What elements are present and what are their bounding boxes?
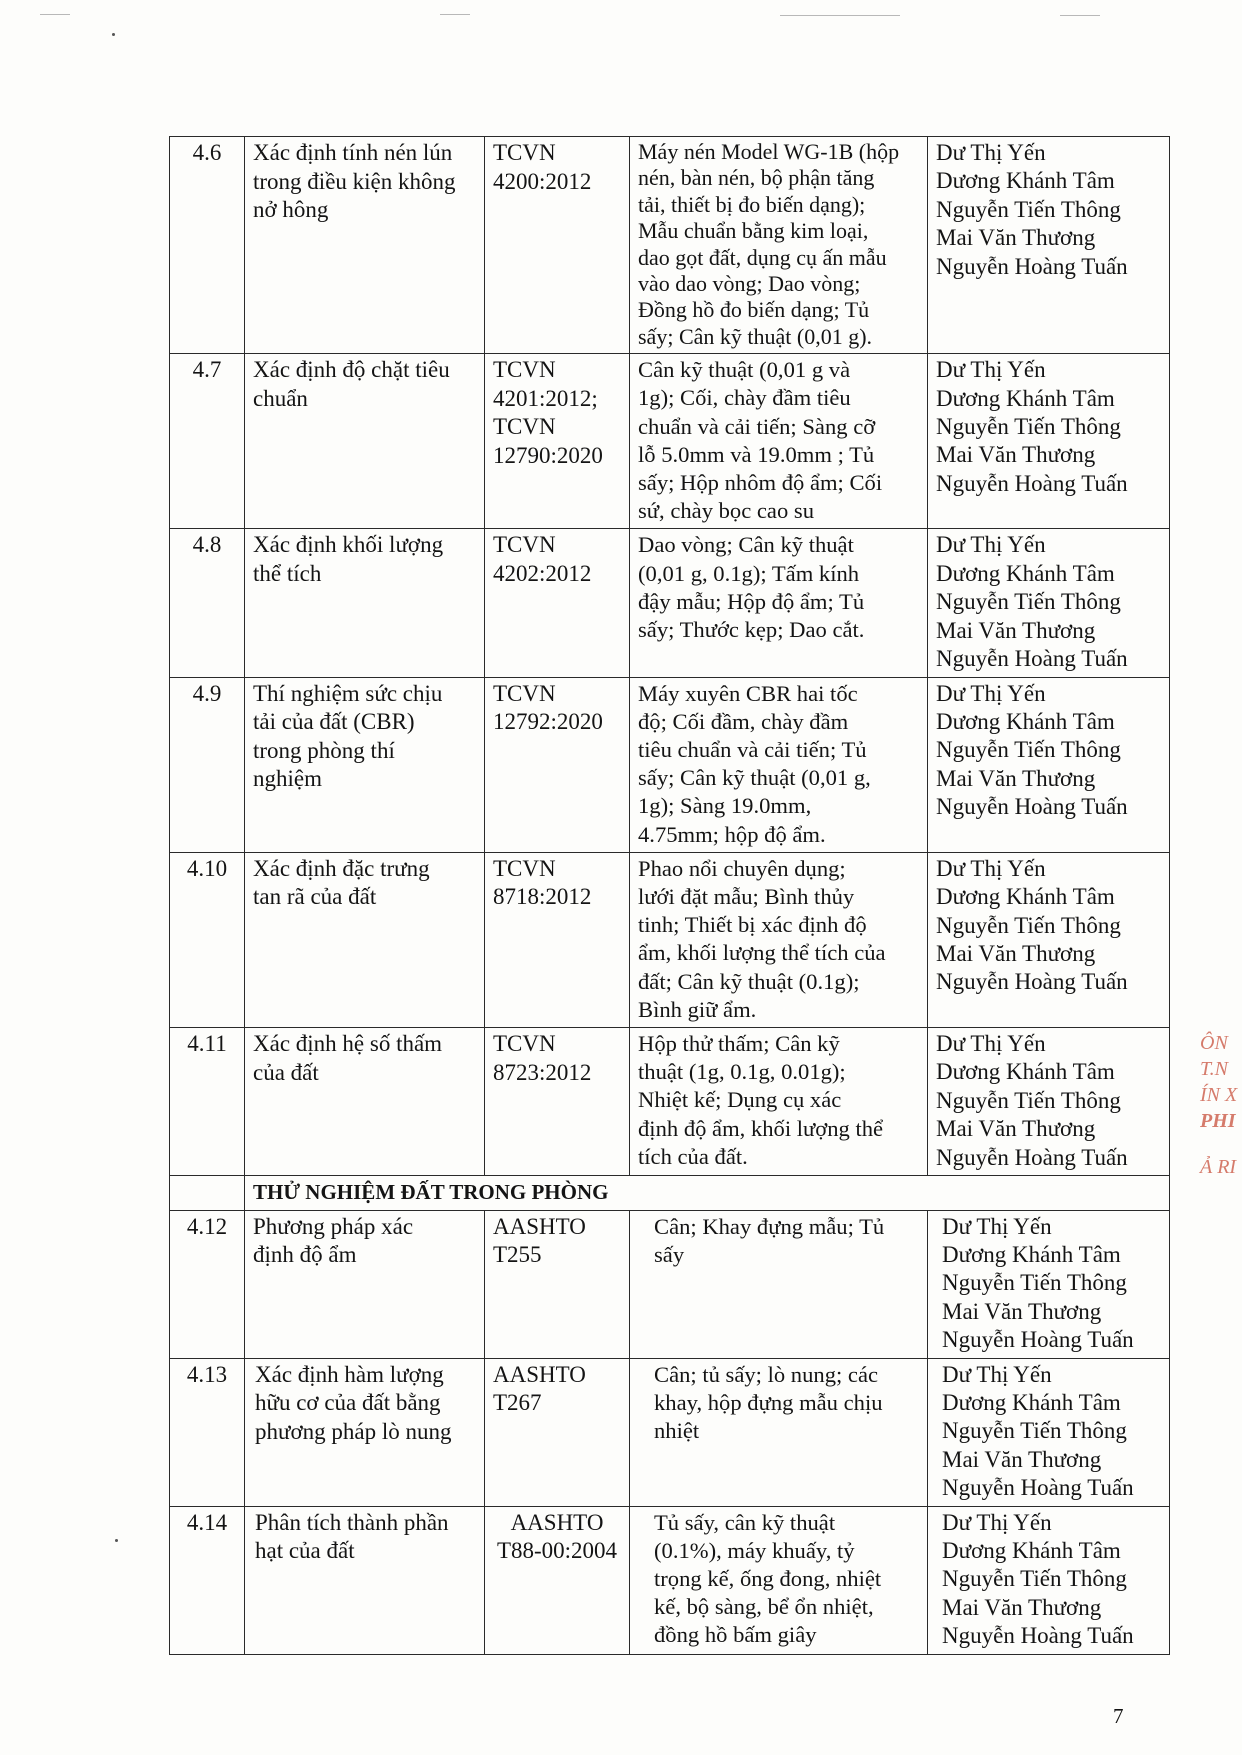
equipment-line: sấy; Hộp nhôm độ ẩm; Cối [638,470,883,496]
staff-name: Dương Khánh Tâm [942,1390,1121,1415]
row-number: 4.14 [170,1506,245,1654]
table-row [170,1506,1170,1654]
staff-name: Nguyễn Tiến Thông [936,737,1121,763]
section-row [170,1175,1170,1210]
staff-name: Mai Văn Thương [936,442,1096,468]
staff-cell [928,1210,1170,1358]
method-line: hữu cơ của đất bằng [255,1390,441,1416]
staff-name: Dư Thị Yến [936,357,1046,383]
staff-name: Dương Khánh Tâm [936,385,1115,411]
standard-line: 8718:2012 [493,884,592,910]
equipment-cell [630,529,928,677]
standard-line: T267 [493,1390,542,1416]
staff-name: Nguyễn Hoàng Tuấn [936,646,1128,672]
row-number: 4.7 [170,354,245,529]
method-line: hạt của đất [255,1538,355,1564]
row-number: 4.8 [170,529,245,677]
method-cell [245,1210,485,1358]
equipment-line: Cân; Khay đựng mẫu; Tủ [654,1213,885,1239]
staff-name: Nguyễn Hoàng Tuấn [942,1623,1134,1649]
staff-name: Mai Văn Thương [942,1594,1102,1620]
equipment-cell [630,852,928,1027]
staff-name: Dư Thị Yến [936,855,1046,881]
staff-name: Mai Văn Thương [936,765,1096,791]
equipment-cell [630,1027,928,1175]
equipment-line: vào dao vòng; Dao vòng; [638,271,861,297]
method-line: Phân tích thành phần [255,1509,449,1535]
section-title: THỬ NGHIỆM ĐẤT TRONG PHÒNG [245,1175,1170,1210]
equipment-line: chuẩn và cải tiến; Sàng cỡ [638,413,876,439]
section-blank-cell [170,1175,245,1210]
stamp-text: ÔN [1200,1032,1228,1054]
staff-name: Dương Khánh Tâm [936,1059,1115,1085]
staff-cell [928,137,1170,354]
staff-cell [928,677,1170,852]
equipment-line: khay, hộp đựng mẫu chịu [654,1389,883,1415]
standard-cell [485,1210,630,1358]
staff-name: Dương Khánh Tâm [942,1241,1121,1267]
equipment-line: định độ ẩm, khối lượng thể [638,1115,884,1141]
staff-name: Dư Thị Yến [936,140,1046,165]
staff-name: Nguyễn Hoàng Tuấn [936,969,1128,995]
scan-dot [115,1539,118,1542]
equipment-line: lưới đặt mẫu; Bình thủy [638,883,855,909]
staff-name: Nguyễn Hoàng Tuấn [936,1144,1128,1170]
staff-cell [928,1027,1170,1175]
staff-name: Mai Văn Thương [936,225,1096,251]
method-line: Xác định độ chặt tiêu [253,357,450,383]
equipment-line: Cân kỹ thuật (0,01 g và [638,357,851,383]
equipment-line: đất; Cân kỹ thuật (0.1g); [638,968,860,994]
method-line: nghiệm [253,766,322,792]
scan-dot [112,33,115,36]
row-number: 4.11 [170,1027,245,1175]
equipment-line: 4.75mm; hộp độ ẩm. [638,821,826,847]
equipment-cell [630,1506,928,1654]
method-line: Phương pháp xác [253,1213,414,1239]
page-number: 7 [1113,1704,1124,1728]
equipment-line: sấy; Thước kẹp; Dao cắt. [638,617,865,643]
staff-name: Nguyễn Tiến Thông [936,589,1121,615]
standard-line: TCVN [493,357,556,383]
method-line: Thí nghiệm sức chịu [253,680,443,706]
table-row [170,677,1170,852]
standard-cell [485,354,630,529]
staff-name: Nguyễn Hoàng Tuấn [942,1475,1134,1501]
equipment-line: Phao nổi chuyên dụng; [638,855,846,881]
staff-name: Dương Khánh Tâm [936,884,1115,910]
method-cell [245,1027,485,1175]
equipment-line: Hộp thử thấm; Cân kỹ [638,1030,840,1056]
standard-line: 12792:2020 [493,709,603,735]
method-line: tan rã của đất [253,884,377,910]
equipment-cell [630,1358,928,1506]
staff-cell [928,852,1170,1027]
staff-name: Nguyễn Tiến Thông [942,1418,1127,1444]
equipment-line: sấy; Cân kỹ thuật (0,01 g). [638,323,873,349]
staff-name: Dư Thị Yến [942,1361,1052,1387]
staff-cell [928,529,1170,677]
equipment-line: tích của đất. [638,1143,748,1169]
standard-line: TCVN [493,1030,556,1056]
equipment-line: Tủ sấy, cân kỹ thuật [654,1509,836,1535]
stamp-text: ÍN X [1200,1084,1238,1106]
equipment-line: Máy xuyên CBR hai tốc [638,680,858,706]
staff-name: Dương Khánh Tâm [936,560,1115,586]
staff-name: Nguyễn Hoàng Tuấn [936,470,1128,496]
staff-name: Dư Thị Yến [936,1030,1046,1056]
standard-line: AASHTO [493,1213,586,1239]
table-row [170,529,1170,677]
stamp-text: PHI [1200,1110,1236,1132]
equipment-line: dao gọt đất, dụng cụ ấn mẫu [638,244,887,270]
staff-cell [928,1506,1170,1654]
standard-line: TCVN [493,140,556,165]
equipment-line: đồng hồ bấm giây [654,1622,817,1648]
method-cell [245,1358,485,1506]
method-cell [245,852,485,1027]
staff-name: Nguyễn Hoàng Tuấn [936,253,1128,279]
equipment-cell [630,354,928,529]
method-line: phương pháp lò nung [255,1418,452,1444]
table-row [170,1210,1170,1358]
standard-line: 4200:2012 [493,168,592,194]
equipment-line: Cân; tủ sấy; lò nung; các [654,1361,879,1387]
staff-name: Dư Thị Yến [942,1213,1052,1239]
equipment-line: lỗ 5.0mm và 19.0mm ; Tủ [638,441,875,467]
standard-line: TCVN [493,680,556,706]
method-line: tải của đất (CBR) [253,709,415,735]
row-number: 4.13 [170,1358,245,1506]
table-row [170,137,1170,354]
scan-artifact [780,15,900,16]
method-line: chuẩn [253,385,308,411]
equipment-line: sấy [654,1241,685,1267]
method-line: của đất [253,1059,319,1085]
method-line: Xác định khối lượng [253,532,444,558]
staff-cell [928,354,1170,529]
row-number: 4.6 [170,137,245,354]
method-line: Xác định hệ số thấm [253,1030,443,1056]
standard-line: 4201:2012; [493,385,598,411]
staff-name: Mai Văn Thương [936,1116,1096,1142]
equipment-line: 1g); Cối, chày đầm tiêu [638,385,851,411]
table-row [170,1358,1170,1506]
method-line: thể tích [253,561,322,587]
standard-line: 8723:2012 [493,1059,592,1085]
method-line: Xác định tính nén lún [253,140,453,165]
equipment-line: Nhiệt kế; Dụng cụ xác [638,1087,842,1113]
scan-artifact [1060,15,1100,16]
standard-cell [485,137,630,354]
equipment-line: Mẫu chuẩn bằng kim loại, [638,218,869,244]
standard-line: TCVN [493,414,556,440]
equipment-line: đậy mẫu; Hộp độ ẩm; Tủ [638,588,865,614]
row-number: 4.9 [170,677,245,852]
staff-name: Dư Thị Yến [936,680,1046,706]
staff-name: Nguyễn Hoàng Tuấn [936,794,1128,820]
equipment-line: độ; Cối đầm, chày đầm [638,708,849,734]
red-seal-stamp [1200,1030,1242,1230]
equipment-line: trọng kế, ống đong, nhiệt [654,1566,882,1592]
standard-cell [485,1358,630,1506]
equipment-line: nhiệt [654,1418,700,1443]
equipment-line: Dao vòng; Cân kỹ thuật [638,532,854,558]
equipment-line: kế, bộ sàng, bể ổn nhiệt, [654,1594,874,1620]
staff-name: Nguyễn Tiến Thông [936,414,1121,440]
staff-name: Nguyễn Tiến Thông [942,1270,1127,1296]
equipment-line: tiêu chuẩn và cải tiến; Tủ [638,736,867,762]
scan-artifact [40,14,70,15]
staff-name: Dương Khánh Tâm [936,168,1115,194]
standard-cell [485,677,630,852]
equipment-line: (0.1%), máy khuấy, tỷ [654,1537,855,1563]
equipment-line: sấy; Cân kỹ thuật (0,01 g, [638,765,871,791]
standard-line: 12790:2020 [493,443,603,469]
row-number: 4.12 [170,1210,245,1358]
table-row [170,852,1170,1027]
staff-name: Dương Khánh Tâm [942,1538,1121,1564]
staff-name: Mai Văn Thương [942,1298,1102,1324]
method-cell [245,677,485,852]
equipment-line: Bình giữ ẩm. [638,996,757,1022]
test-methods-table [169,136,1170,1655]
staff-cell [928,1358,1170,1506]
equipment-line: thuật (1g, 0.1g, 0.01g); [638,1059,846,1085]
equipment-line: 1g); Sàng 19.0mm, [638,793,812,819]
equipment-line: (0,01 g, 0.1g); Tấm kính [638,560,860,586]
staff-name: Dương Khánh Tâm [936,708,1115,734]
stamp-text: T.N [1200,1058,1228,1080]
staff-name: Nguyễn Tiến Thông [942,1566,1127,1592]
staff-name: Dư Thị Yến [936,532,1046,558]
staff-name: Nguyễn Tiến Thông [936,912,1121,938]
standard-cell [485,852,630,1027]
row-number: 4.10 [170,852,245,1027]
equipment-cell [630,677,928,852]
equipment-line: tinh; Thiết bị xác định độ [638,912,867,938]
staff-name: Nguyễn Tiến Thông [936,1087,1121,1113]
method-cell [245,137,485,354]
standard-cell [485,1506,630,1654]
method-cell [245,529,485,677]
method-line: Xác định hàm lượng [255,1361,444,1387]
equipment-cell [630,1210,928,1358]
equipment-line: tải, thiết bị đo biến dạng); [638,191,866,217]
method-line: nở hông [253,197,329,223]
standard-line: T255 [493,1242,542,1268]
standard-cell [485,529,630,677]
standard-line: TCVN [493,855,556,881]
standard-line: AASHTO [493,1361,586,1387]
method-line: Xác định đặc trưng [253,855,430,881]
table-body [170,137,1170,1655]
staff-name: Nguyễn Tiến Thông [936,196,1121,222]
staff-name: Mai Văn Thương [936,617,1096,643]
stamp-text: Ả RI [1200,1156,1237,1178]
method-line: định độ ẩm [253,1242,357,1268]
staff-name: Nguyễn Hoàng Tuấn [942,1327,1134,1353]
standard-line: AASHTO [510,1509,604,1535]
method-line: trong điều kiện không [253,168,456,194]
equipment-line: sứ, chày bọc cao su [638,498,814,524]
table-row [170,354,1170,529]
method-cell [245,1506,485,1654]
equipment-line: nén, bàn nén, bộ phận tăng [638,165,875,191]
standard-line: T88-00:2004 [496,1538,618,1564]
table-row [170,1027,1170,1175]
standard-cell [485,1027,630,1175]
equipment-line: ẩm, khối lượng thể tích của [638,940,886,966]
standard-line: 4202:2012 [493,561,592,587]
method-line: trong phòng thí [253,737,395,763]
staff-name: Mai Văn Thương [936,940,1096,966]
staff-name: Mai Văn Thương [942,1446,1102,1472]
equipment-line: Máy nén Model WG-1B (hộp [638,139,900,164]
standard-line: TCVN [493,532,556,558]
equipment-line: Đồng hồ đo biến dạng; Tủ [638,297,870,323]
method-cell [245,354,485,529]
scan-artifact [440,14,470,15]
staff-name: Dư Thị Yến [942,1509,1052,1535]
equipment-cell [630,137,928,354]
